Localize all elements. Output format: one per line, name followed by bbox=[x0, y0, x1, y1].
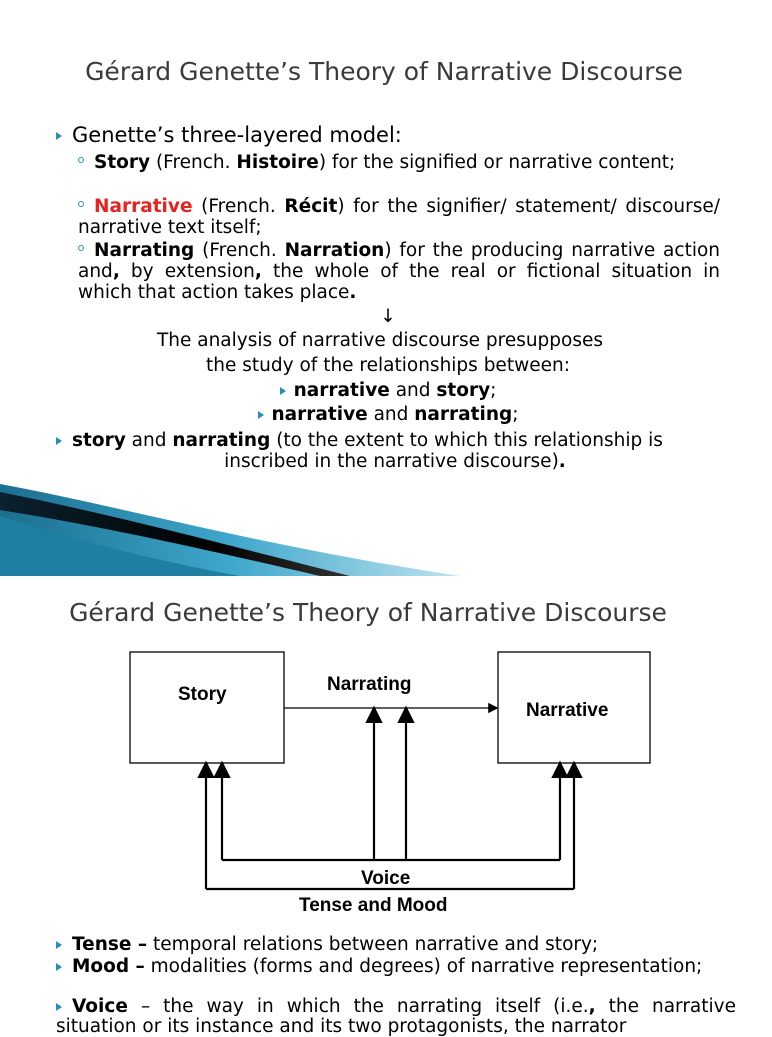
story-box-label: Story bbox=[178, 684, 227, 705]
bullet-mood: Mood – modalities (forms and degrees) of narrative representation; bbox=[56, 957, 736, 977]
bullet-voice: Voice – the way in which the narrating itself (i.e., the narrative situation or its instance and its two protagonists, the narrator bbox=[56, 996, 736, 1037]
decorative-swoosh bbox=[0, 476, 768, 576]
circle-bullet-icon bbox=[78, 157, 84, 163]
relation-narrative-narrating: narrative and narrating; bbox=[4, 404, 772, 425]
tense-mood-label: Tense and Mood bbox=[299, 895, 448, 916]
relation-narrative-story: narrative and story; bbox=[4, 380, 772, 401]
list-item-narrative: Narrative (French. Récit) for the signifier/ statement/ discourse/ narrative text itself; bbox=[78, 196, 721, 238]
bullet-arrow-icon bbox=[56, 963, 62, 971]
list-item-narrating: Narrating (French. Narration) for the producing narrative action and, by extension, the whole of the real or fictional situation in which that action takes place. bbox=[78, 240, 721, 303]
bullet-arrow-icon bbox=[56, 941, 62, 949]
model-heading: Genette’s three-layered model: bbox=[56, 123, 402, 147]
slide-2 bbox=[0, 576, 768, 1037]
relation-story-narrating: story and narrating (to the extent to which this relationship is inscribed in the narrative discourse). bbox=[56, 430, 720, 472]
analysis-line-1: The analysis of narrative discourse presupposes bbox=[156, 330, 604, 351]
down-arrow-icon: ↓ bbox=[380, 306, 396, 327]
bullet-arrow-icon bbox=[258, 411, 264, 419]
slide-title: Gérard Genette’s Theory of Narrative Discourse bbox=[69, 598, 667, 627]
slide-title: Gérard Genette’s Theory of Narrative Discourse bbox=[85, 57, 683, 86]
circle-bullet-icon bbox=[78, 245, 84, 251]
narrative-box-label: Narrative bbox=[526, 700, 609, 721]
analysis-line-2: the study of the relationships between: bbox=[206, 355, 570, 376]
bullet-arrow-icon bbox=[280, 387, 286, 395]
narrating-label: Narrating bbox=[327, 674, 412, 695]
voice-label: Voice bbox=[361, 868, 411, 889]
story-box bbox=[130, 652, 284, 763]
bullet-tense: Tense – temporal relations between narrative and story; bbox=[56, 935, 736, 955]
bullet-arrow-icon bbox=[56, 132, 62, 140]
list-item-story: Story (French. Histoire) for the signified or narrative content; bbox=[78, 152, 720, 173]
circle-bullet-icon bbox=[78, 201, 84, 207]
bullet-arrow-icon bbox=[56, 1003, 62, 1011]
bullet-arrow-icon bbox=[56, 437, 62, 445]
